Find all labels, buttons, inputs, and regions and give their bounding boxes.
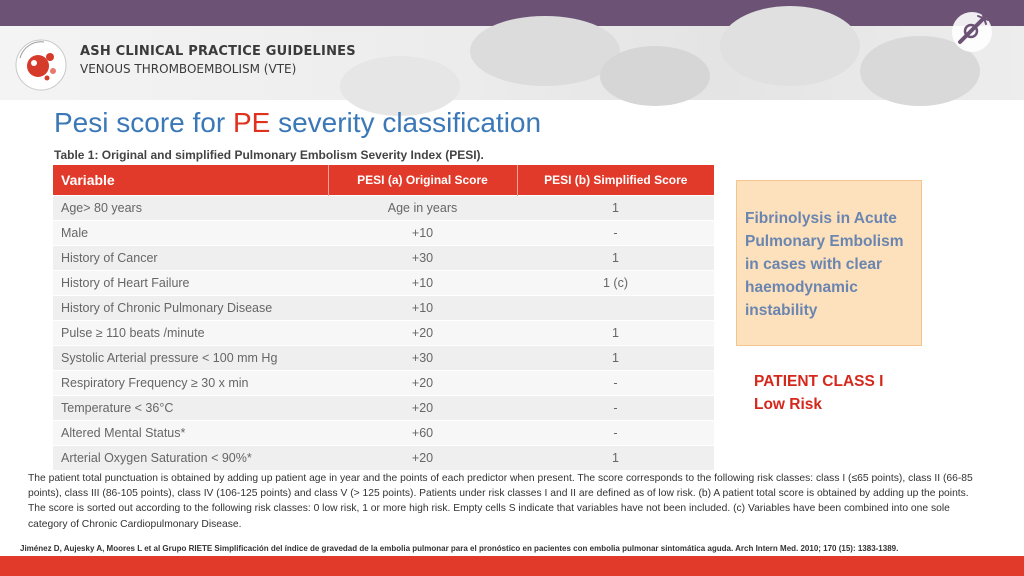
table-row [53,345,714,370]
pesi-table [53,165,714,470]
table-row [53,195,714,220]
cell-simplified-score [517,295,714,320]
cell-variable: Arterial Oxygen Saturation < 90%* [53,445,328,470]
bottom-bar [0,556,1024,576]
title-prefix: Pesi score for [54,107,233,138]
cell-simplified-score: 1 [517,245,714,270]
title-highlight: PE [232,107,271,138]
cell-simplified-score: 1 [517,345,714,370]
header-variable: Variable [53,165,328,195]
cell-original-score: +20 [328,395,517,420]
patient-class-line1: PATIENT CLASS I [754,373,884,390]
cell-original-score: +10 [328,295,517,320]
title-suffix: severity classification [270,107,542,138]
page-title [54,107,541,139]
cell-variable: Respiratory Frequency ≥ 30 x min [53,370,328,395]
cell-variable: Temperature < 36°C [53,395,328,420]
cell-original-score: +20 [328,320,517,345]
footnote: The patient total punctuation is obtained by adding up patient age in year and the points of each predictor when present. The score corresponds to the following risk classes: class I (≤65 points), class II (66-85 points), class III (86-105 points), class IV (106-125 points) and class V (> 125 points). Patients under risk classes I and II are defined as of low risk. (b) A patient total score is obtained by adding up the points. The score is sorted out according to the following risk classes: 0 low risk, 1 or more high risk. Empty cells S indicate that variables have not been included. (c) Variables have been combined into one sole category of Chronic Cardiopulmonary Disease. [28,473,973,530]
cell-original-score: Age in years [328,195,517,220]
cell-original-score: +20 [328,370,517,395]
vein-emblem-icon [948,8,998,52]
cell-variable: Age> 80 years [53,195,328,220]
cell-simplified-score: 1 [517,445,714,470]
table-header-row [53,165,714,195]
table-row [53,445,714,470]
cell-original-score: +30 [328,245,517,270]
org-subtitle: VENOUS THROMBOEMBOLISM (VTE) [80,62,297,76]
cell-simplified-score: - [517,395,714,420]
header-simplified-score: PESI (b) Simplified Score [517,165,714,195]
header-original-score: PESI (a) Original Score [328,165,517,195]
table-row [53,370,714,395]
cell-simplified-score: 1 [517,195,714,220]
table-row [53,395,714,420]
cell-original-score: +20 [328,445,517,470]
cell-variable: Pulse ≥ 110 beats /minute [53,320,328,345]
cell-variable: Systolic Arterial pressure < 100 mm Hg [53,345,328,370]
cell-original-score: +30 [328,345,517,370]
reference-citation: Jiménez D, Aujesky A, Moores L et al Grupo RIETE Simplificación del índice de gravedad de la embolia pulmonar para el pronóstico en pacientes con embolia pulmonar sintomática aguda. Arch Intern Med. 2010; 170 (15): 1383-1389. [20,544,899,553]
table-body [53,195,714,470]
cell-variable: Altered Mental Status* [53,420,328,445]
cell-variable: Male [53,220,328,245]
patient-class-label [754,370,883,416]
cell-simplified-score: - [517,220,714,245]
table-row [53,295,714,320]
cell-variable: History of Chronic Pulmonary Disease [53,295,328,320]
org-title: ASH CLINICAL PRACTICE GUIDELINES [80,44,356,59]
cell-variable: History of Cancer [53,245,328,270]
fibrinolysis-note-box: Fibrinolysis in Acute Pulmonary Embolism in cases with clear haemodynamic instability [736,180,922,346]
table-caption: Table 1: Original and simplified Pulmonary Embolism Severity Index (PESI). [54,148,484,162]
patient-class-line2: Low Risk [754,396,823,413]
cell-variable: History of Heart Failure [53,270,328,295]
table-row [53,245,714,270]
cell-original-score: +10 [328,220,517,245]
table-row [53,420,714,445]
cell-original-score: +60 [328,420,517,445]
cell-simplified-score: 1 [517,320,714,345]
cell-simplified-score: 1 (c) [517,270,714,295]
table-row [53,220,714,245]
ash-logo-icon [14,38,68,92]
table-row [53,320,714,345]
cell-simplified-score: - [517,370,714,395]
cell-simplified-score: - [517,420,714,445]
cell-original-score: +10 [328,270,517,295]
table-row [53,270,714,295]
